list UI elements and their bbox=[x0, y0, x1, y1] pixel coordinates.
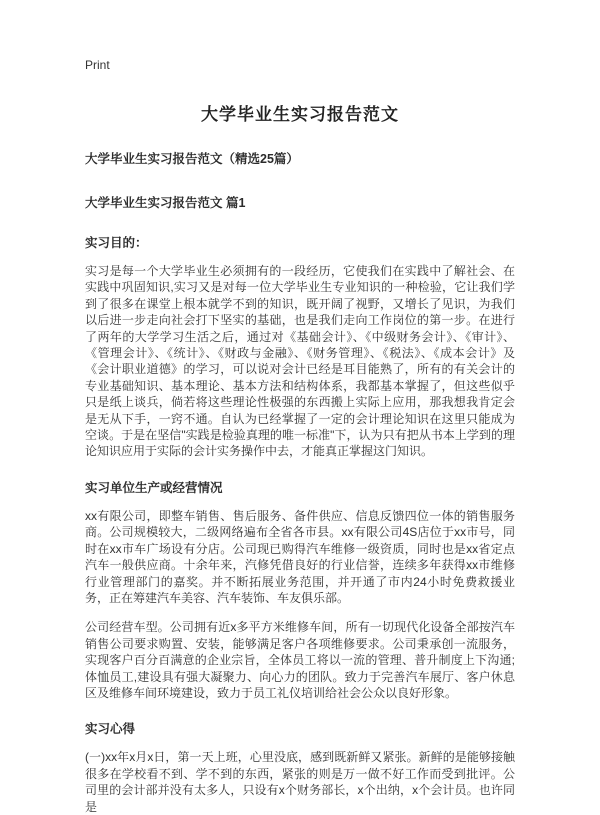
paragraph-experience-1: (一)xx年x月x日，第一天上班，心里没底，感到既新鲜又紧张。新鲜的是能够接触很多在学校看不到、学不到的东西，紧张的则是万一做不好工作而受到批评。公司里的会计部并没有太多人，只设有x个财务部长，x个出纳，x个会计员。也许同是 bbox=[85, 750, 515, 814]
paragraph-company-2: 公司经营车型。公司拥有近x多平方米维修车间，所有一切现代化设备全部按汽车销售公司要求购置、安装，能够满足客户各项维修要求。公司秉承创一流服务，实现客户百分百满意的企业宗旨，全体员工将以一流的管理、普升制度上下沟通;体恤员工,建设具有强大凝聚力、向心力的团队。致力于完善汽车展厅、客户休息区及维修车间环境建设，致力于员工礼仪培训给社会公众以良好形象。 bbox=[85, 620, 515, 700]
paragraph-company-1: xx有限公司，即整车销售、售后服务、备件供应、信息反馈四位一体的销售服务商。公司规模较大，二级网络遍布全省各市县。xx有限公司4S店位于xx市号，同时在xx市车广场设有分店。公司现已购得汽车维修一级资质，同时也是xx省定点汽车一般供应商。十余年来，汽修凭借良好的行业信誉，连续多年获得xx市维修行业管理部门的嘉奖。并不断拓展业务范围，并开通了市内24小时免费救援业务，正在筹建汽车美容、汽车装饰、车友俱乐部。 bbox=[85, 508, 515, 605]
document-subtitle: 大学毕业生实习报告范文（精选25篇） bbox=[85, 152, 299, 166]
section-heading-company: 实习单位生产或经营情况 bbox=[85, 480, 223, 495]
paragraph-purpose: 实习是每一个大学毕业生必须拥有的一段经历，它使我们在实践中了解社会、在实践中巩固知识,实习又是对每一位大学毕业生专业知识的一种检验，它让我们学到了很多在课堂上根本就学不到的知识，既开阔了视野，又增长了见识，为我们以后进一步走向社会打下坚实的基础，也是我们走向工作岗位的第一步。在进行了两年的大学学习生活之后，通过对《基础会计》、《中级财务会计》、《审计》、《管理会计》、《统计》、《财政与金融》、《财务管理》、《税法》、《成本会计》及《会计职业道德》的学习，可以说对会计已经是耳目能熟了，所有的有关会计的专业基础知识、基本理论、基本方法和结构体系，我都基本掌握了，但这些似乎只是纸上谈兵，倘若将这些理论性极强的东西搬上实际上应用，那我想我肯定会是无从下手，一窍不通。自认为已经掌握了一定的会计理论知识在这里只能成为空谈。于是在坚信"实践是检验真理的唯一标准"下，认为只有把从书本上学到的理论知识应用于实际的会计实务操作中去，才能真正掌握这门知识。 bbox=[85, 264, 515, 459]
section-heading-experience: 实习心得 bbox=[85, 722, 136, 737]
print-button[interactable]: Print bbox=[85, 58, 110, 72]
section-heading-purpose: 实习目的： bbox=[85, 236, 148, 250]
page-title: 大学毕业生实习报告范文 bbox=[201, 105, 399, 124]
part-heading: 大学毕业生实习报告范文 篇1 bbox=[85, 196, 246, 210]
